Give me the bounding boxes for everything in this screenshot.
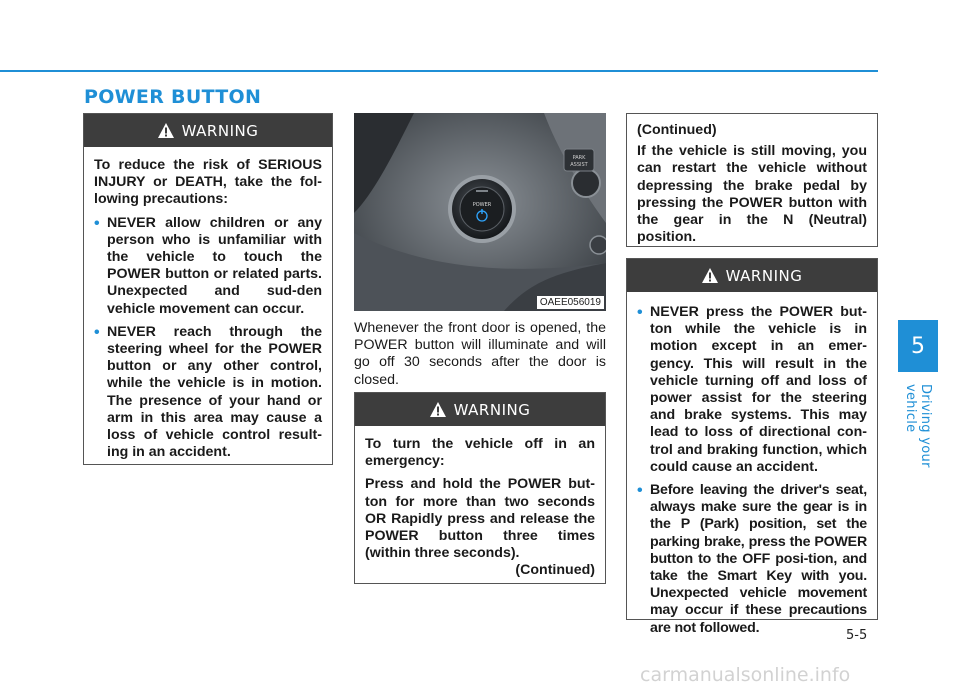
- section-title: POWER BUTTON: [84, 86, 262, 108]
- body-paragraph: Whenever the front door is opened, the POWER button will illuminate and will go off 30 seconds after the door is closed.: [354, 320, 606, 388]
- warning-heading: WARNING: [725, 266, 803, 285]
- warning-header: [84, 114, 332, 147]
- power-button-figure: [354, 113, 606, 311]
- figure-code: OAEE056019: [537, 296, 604, 309]
- chapter-tab[interactable]: 5: [898, 320, 938, 372]
- warning-box-left: [83, 113, 333, 465]
- figure-button-label: POWER: [472, 202, 492, 208]
- figure-side-label-2: ASSIST: [570, 162, 588, 168]
- figure-side-label-1: PARK: [572, 155, 586, 161]
- warning-text: To turn the vehicle off in an emergency:: [365, 436, 595, 470]
- warning-text: Press and hold the POWER but-ton for more than two seconds OR Rapidly press and release the POWER button three times (within three seconds).: [365, 476, 595, 562]
- warning-bullet: • Before leaving the driver's seat, always make sure the gear is in the P (Park) position, set the parking brake, press the POWER button to the OFF posi-tion, and take the Smart Key with you. Unexpected vehicle movement may occur if these precautions are not followed.: [637, 482, 867, 637]
- page-number: 5-5: [846, 628, 868, 643]
- warning-triangle-icon: [702, 268, 718, 283]
- header-rule: [0, 70, 878, 72]
- watermark: carmanualsonline.info: [640, 664, 851, 686]
- warning-header: [627, 259, 877, 292]
- power-button-illustration: [354, 113, 606, 311]
- warning-bullet: • NEVER press the POWER but-ton while the vehicle is in motion except in an emer-gency. This will result in the vehicle turning off and loss of power assist for the steering and brake systems. This may lead to loss of directional con-trol and braking function, which could cause an accident.: [637, 304, 867, 476]
- warning-triangle-icon: [430, 402, 446, 417]
- continued-box: [626, 113, 878, 247]
- warning-box-middle: [354, 392, 606, 584]
- warning-header: [355, 393, 605, 426]
- warning-heading: WARNING: [181, 121, 259, 140]
- continued-label: (Continued): [515, 562, 595, 579]
- warning-bullet: • NEVER reach through the steering wheel for the POWER button or any other control, while the vehicle is in motion. The presence of your hand or arm in this area may cause a loss of vehicle control result-ing in an accident.: [94, 324, 322, 462]
- warning-bullet: • NEVER allow children or any person who is unfamiliar with the vehicle to touch the POWER button or related parts. Unexpected and sud-den vehicle movement can occur.: [94, 215, 322, 318]
- warning-intro: To reduce the risk of SERIOUS INJURY or DEATH, take the fol-lowing precautions:: [94, 157, 322, 208]
- continued-heading: (Continued): [637, 122, 717, 138]
- warning-triangle-icon: [158, 123, 174, 138]
- chapter-label: Driving your vehicle: [903, 384, 933, 468]
- warning-heading: WARNING: [453, 400, 531, 419]
- continued-text: If the vehicle is still moving, you can restart the vehicle without depressing the brake pedal by pressing the POWER button with the gear in the N (Neutral) position.: [637, 143, 867, 246]
